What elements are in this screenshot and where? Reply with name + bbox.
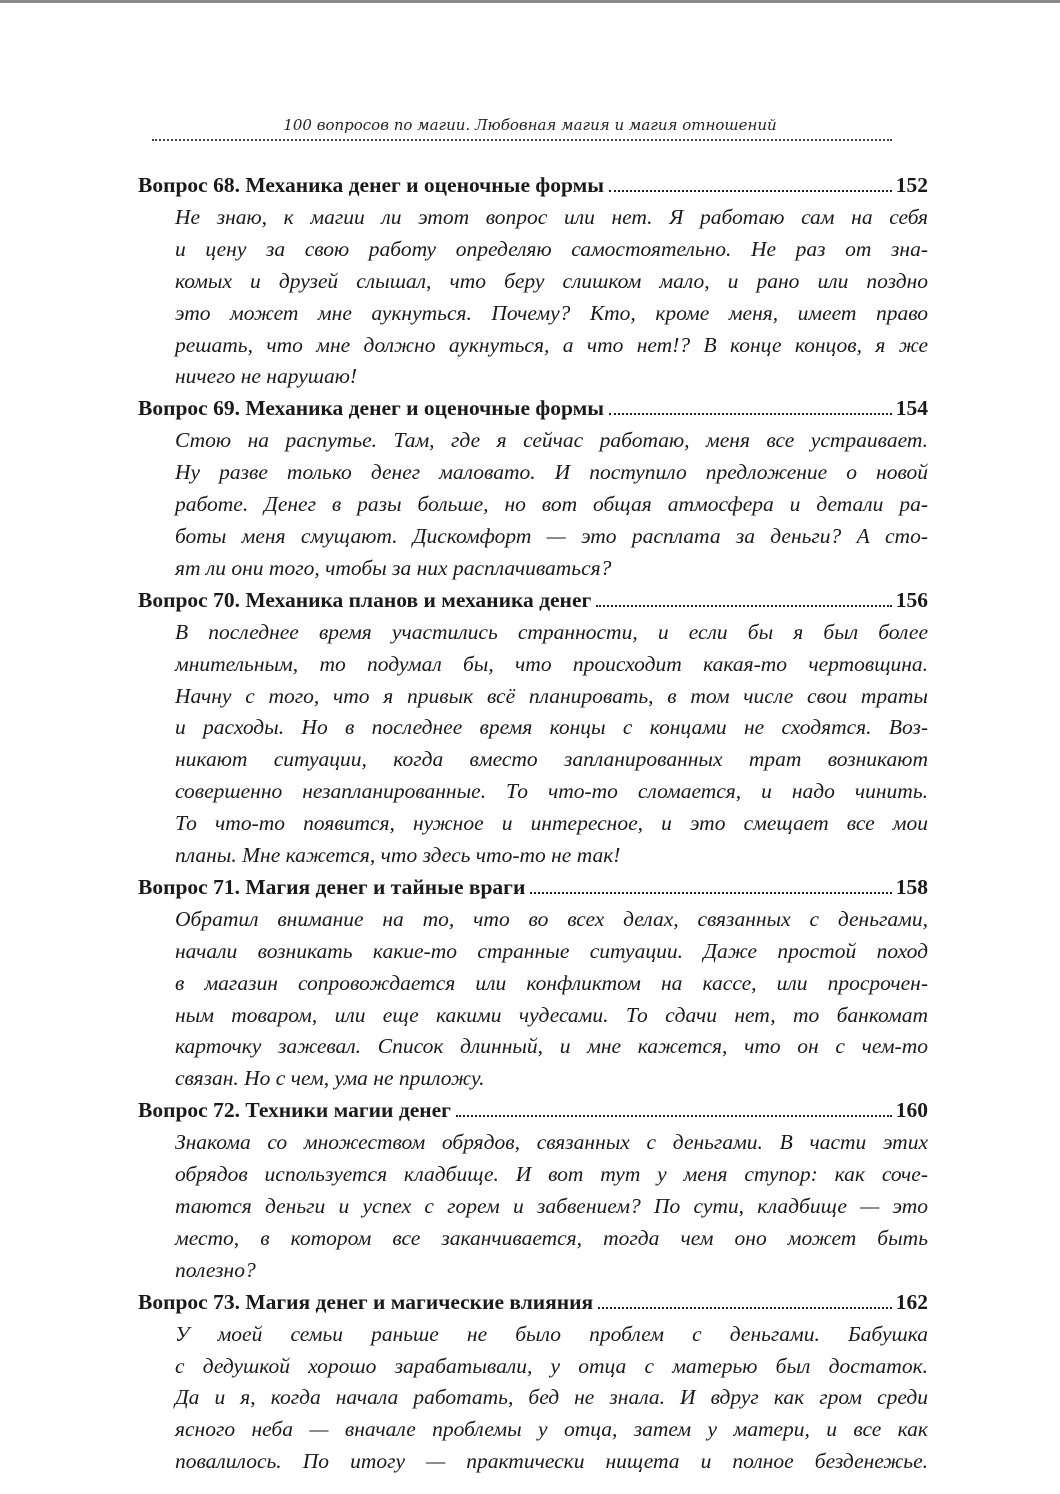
description-line: это может мне аукнуться. Почему? Кто, кроме меня, имеет право — [175, 300, 928, 325]
description-line: никают ситуации, когда вместо запланированных трат возникают — [175, 747, 928, 772]
toc-entry-71 — [138, 872, 928, 1095]
toc-entry-description — [175, 425, 928, 585]
toc-entry-title: Вопрос 69. Механика денег и оценочные формы — [138, 396, 605, 421]
toc-entry-68 — [138, 170, 928, 393]
description-line: ят ли они того, чтобы за них расплачиваться? — [175, 555, 612, 580]
toc-entry-title: Вопрос 68. Механика денег и оценочные формы — [138, 173, 605, 197]
toc-entry-title-row[interactable] — [138, 170, 928, 202]
toc-entry-70 — [138, 585, 928, 872]
description-line: совершенно незапланированные. То что-то сломается, и надо чинить. — [175, 779, 928, 804]
toc-page-number: 160 — [895, 1098, 928, 1123]
toc-entry-title: Вопрос 72. Техники магии денег — [138, 1098, 451, 1123]
description-line: решать, что мне должно аукнуться, а что нет!? В конце концов, я же — [175, 332, 928, 357]
dot-leader — [596, 605, 891, 607]
toc-entry-title: Вопрос 70. Механика планов и механика денег — [138, 587, 592, 612]
description-line: ным товаром, или еще какими чудесами. То сдачи нет, то банкомат — [175, 1002, 928, 1027]
description-line: Не знаю, к магии ли этот вопрос или нет. Я работаю сам на себя — [175, 204, 928, 229]
toc-page-number: 154 — [895, 396, 928, 421]
description-line: ясного неба — вначале проблемы у отца, затем у матери, и все как — [175, 1417, 928, 1442]
description-line: Да и я, когда начала работать, бед не знала. И вдруг как гром среди — [175, 1385, 928, 1410]
toc-entry-title-row[interactable] — [138, 393, 928, 425]
header-dotted-rule — [152, 139, 892, 141]
description-line: Обратил внимание на то, что во всех делах, связанных с деньгами, — [175, 906, 928, 931]
table-of-contents — [138, 170, 928, 1478]
toc-entry-69 — [138, 393, 928, 584]
description-line: Стою на распутье. Там, где я сейчас работаю, меня все устраивает. — [175, 428, 928, 453]
toc-page-number: 162 — [895, 1289, 928, 1314]
description-line: планы. Мне кажется, что здесь что-то не так! — [175, 843, 621, 868]
top-edge-rule — [0, 0, 1060, 3]
dot-leader — [598, 1307, 892, 1309]
description-line: обрядов используется кладбище. И вот тут у меня ступор: как соче- — [175, 1162, 928, 1187]
toc-entry-72 — [138, 1095, 928, 1286]
toc-entry-description — [175, 904, 928, 1095]
toc-entry-description — [175, 617, 928, 872]
description-line: карточку зажевал. Список длинный, и мне кажется, что он с чем-то — [175, 1034, 928, 1059]
description-line: начали возникать какие-то странные ситуации. Даже простой поход — [175, 938, 928, 963]
toc-entry-title-row[interactable] — [138, 1095, 928, 1127]
description-line: повалилось. По итогу — практически нищета и полное безденежье. — [175, 1449, 928, 1474]
toc-entry-description — [175, 1319, 928, 1479]
dot-leader — [530, 892, 891, 894]
description-line: Знакома со множеством обрядов, связанных с деньгами. В части этих — [175, 1130, 928, 1155]
toc-entry-title-row[interactable] — [138, 1287, 928, 1319]
description-line: ничего не нарушаю! — [175, 364, 358, 389]
toc-entry-73 — [138, 1287, 928, 1478]
description-line: работе. Денег в разы больше, но вот общая атмосфера и детали ра- — [175, 492, 928, 517]
description-line: То что-то появится, нужное и интересное, и это смещает все мои — [175, 811, 928, 836]
description-line: полезно? — [175, 1257, 256, 1282]
description-line: в магазин сопровождается или конфликтом на кассе, или просрочен- — [175, 970, 928, 995]
description-line: В последнее время участились странности, и если бы я был более — [175, 619, 928, 644]
running-header: 100 вопросов по магии. Любовная магия и магия отношений — [283, 116, 777, 134]
dot-leader — [456, 1115, 892, 1117]
description-line: У моей семьи раньше не было проблем с деньгами. Бабушка — [175, 1321, 928, 1346]
description-line: Ну разве только денег маловато. И поступило предложение о новой — [175, 460, 928, 485]
toc-page-number: 158 — [895, 874, 928, 899]
dot-leader — [609, 190, 892, 192]
toc-entry-description — [175, 202, 928, 393]
dot-leader — [609, 413, 892, 415]
toc-entry-title: Вопрос 71. Магия денег и тайные враги — [138, 874, 526, 899]
toc-entry-title: Вопрос 73. Магия денег и магические влияния — [138, 1289, 594, 1314]
description-line: комых и друзей слышал, что беру слишком мало, и рано или поздно — [175, 268, 928, 293]
description-line: связан. Но с чем, ума не приложу. — [175, 1066, 485, 1091]
description-line: и цену за свою работу определяю самостоятельно. Не раз от зна- — [175, 236, 928, 261]
description-line: место, в котором все заканчивается, тогда чем оно может быть — [175, 1225, 928, 1250]
toc-entry-title-row[interactable] — [138, 585, 928, 617]
toc-page-number: 156 — [895, 587, 928, 612]
description-line: Начну с того, что я привык всё планировать, в том числе свои траты — [175, 683, 928, 708]
description-line: с дедушкой хорошо зарабатывали, у отца с матерью был достаток. — [175, 1353, 928, 1378]
description-line: боты меня смущают. Дискомфорт — это расплата за деньги? А сто- — [175, 523, 928, 548]
description-line: и расходы. Но в последнее время концы с концами не сходятся. Воз- — [175, 715, 928, 740]
description-line: таются деньги и успех с горем и забвением? По сути, кладбище — это — [175, 1194, 928, 1218]
description-line: мнительным, то подумал бы, что происходит какая-то чертовщина. — [175, 651, 928, 676]
toc-page-number: 152 — [895, 173, 928, 197]
toc-entry-title-row[interactable] — [138, 872, 928, 904]
toc-entry-description — [175, 1127, 928, 1287]
